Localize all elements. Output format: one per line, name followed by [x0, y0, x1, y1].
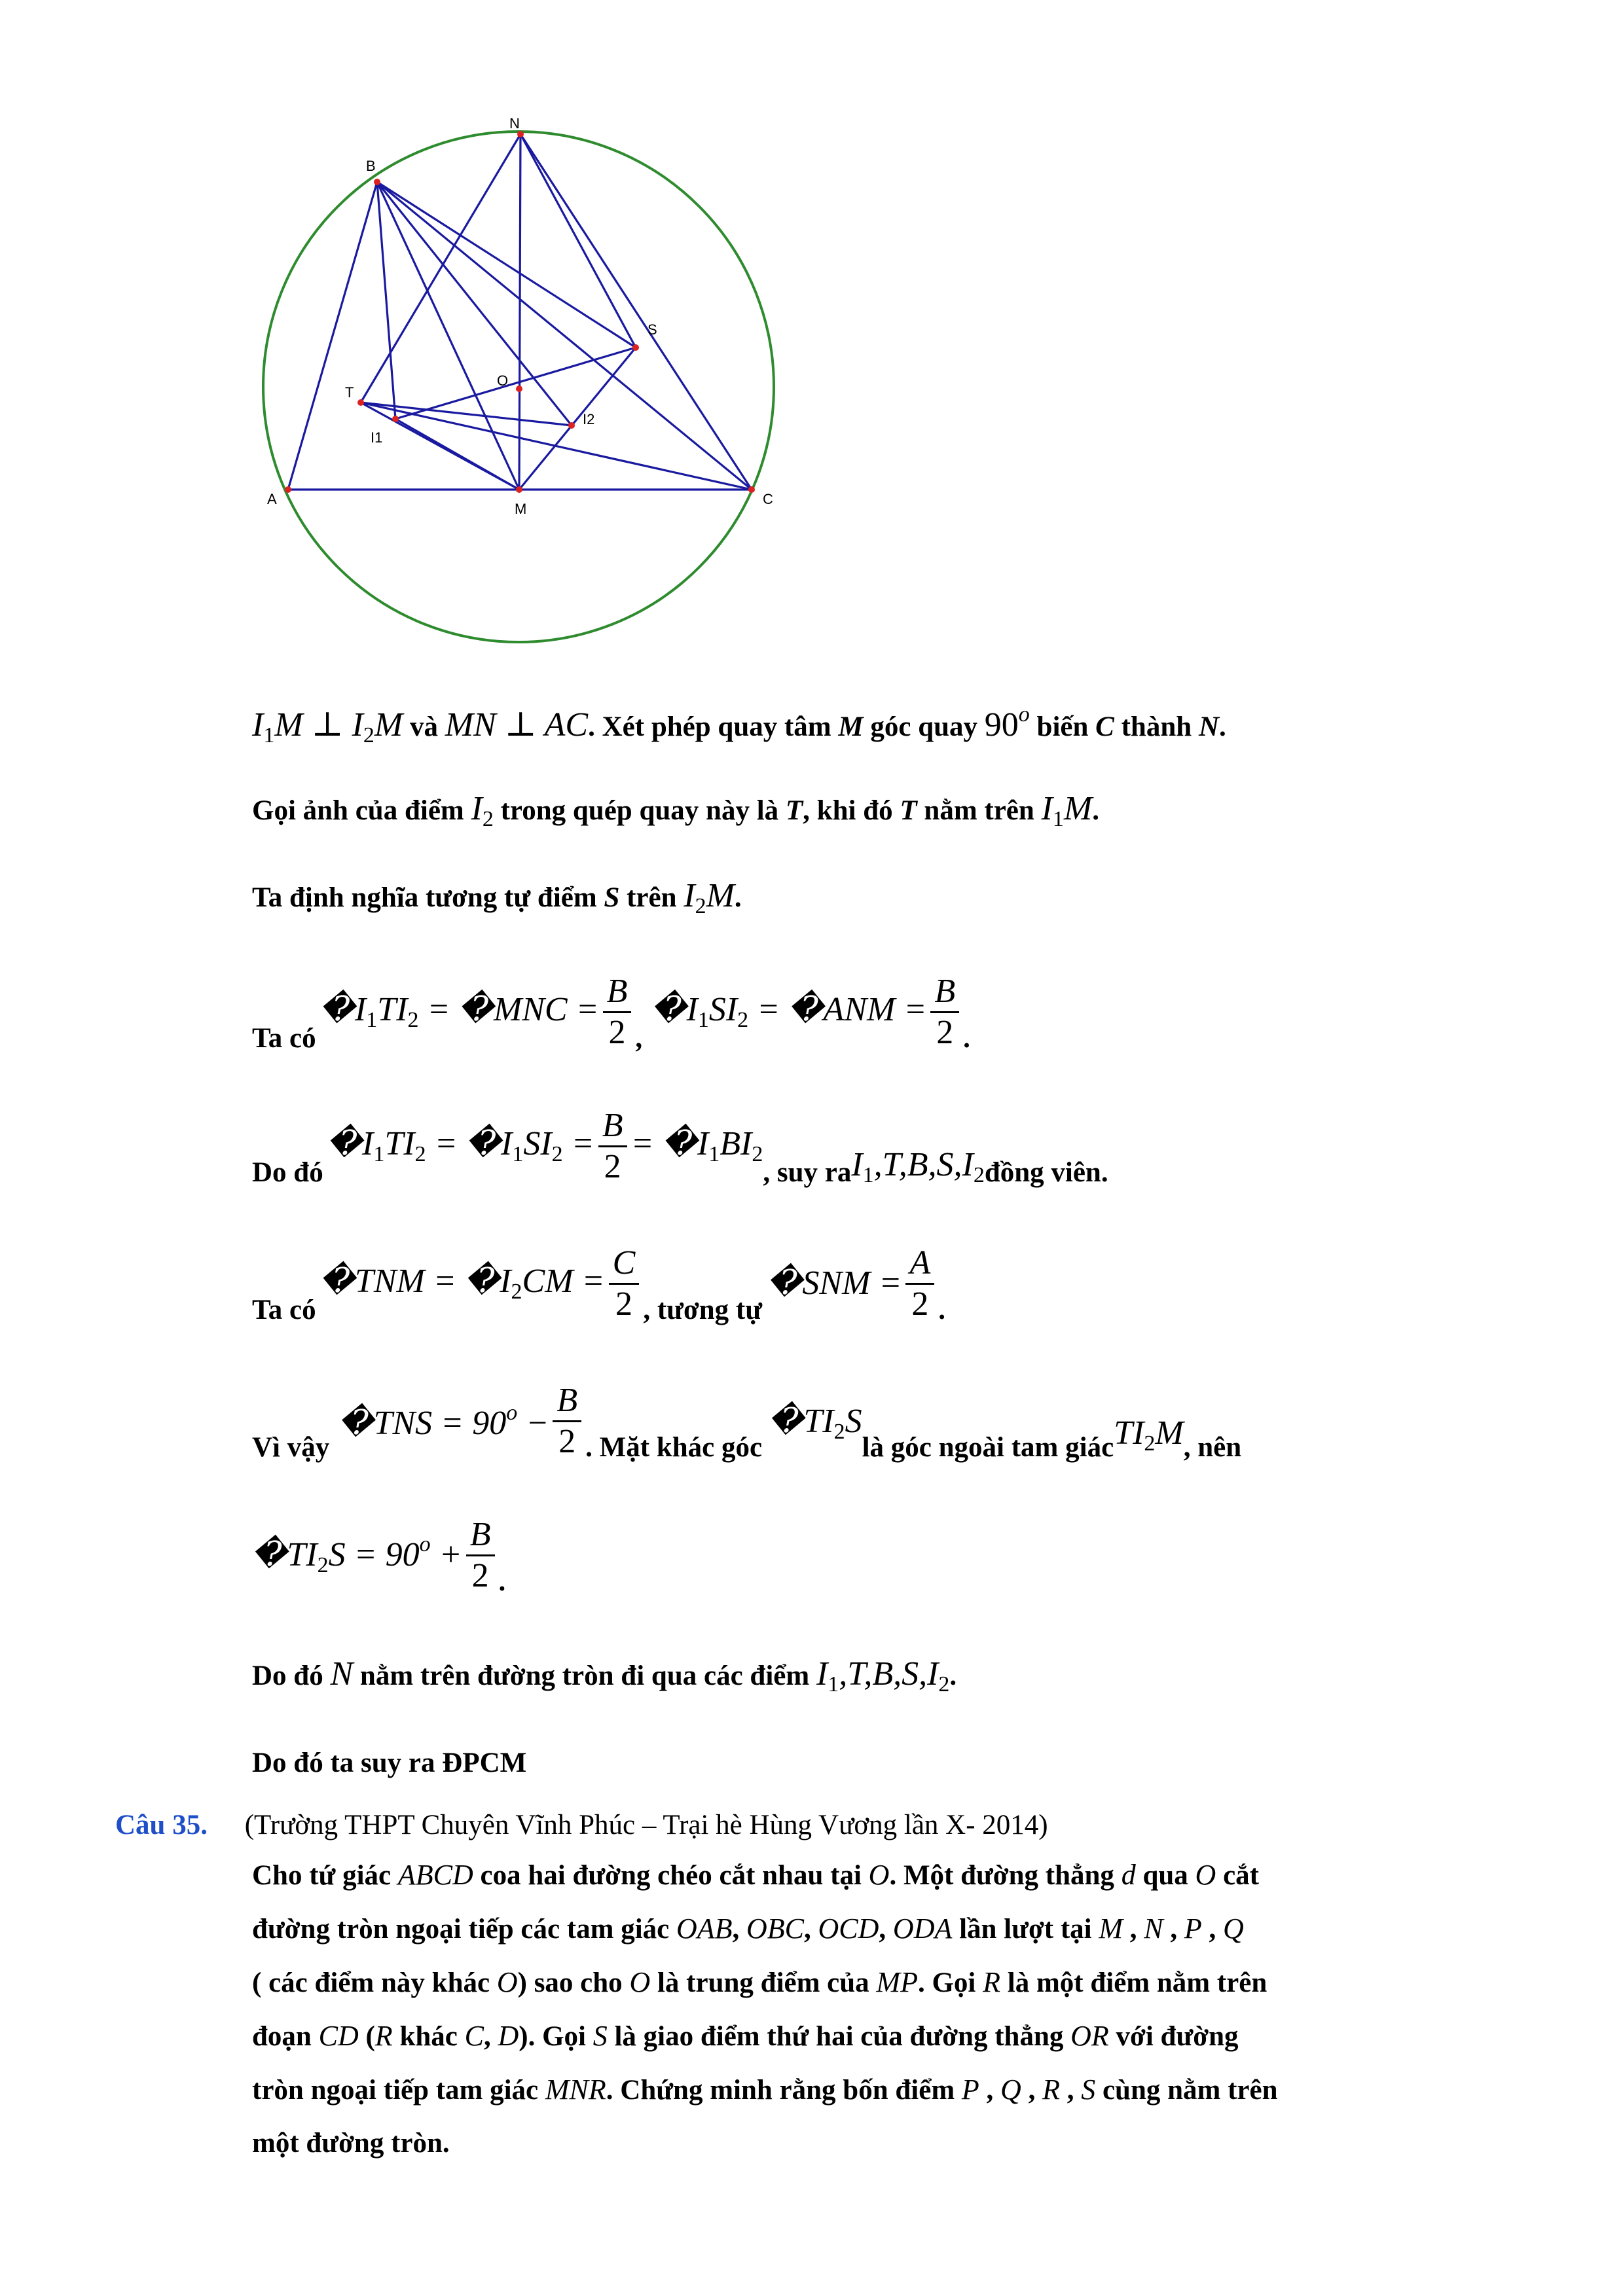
- label-C: C: [763, 491, 773, 507]
- segment-N-M: [519, 134, 520, 490]
- fraction: $\frac{A}{2}$: [905, 1244, 934, 1324]
- math-expr: MN ⊥ AC: [445, 706, 589, 744]
- label-M: M: [515, 501, 527, 517]
- proof-line-8: $�TI_2S = 90^o$ + $\frac{B}{2}$ .: [252, 1516, 506, 1597]
- proof-line-2: Gọi ảnh của điểm $I_2$ trong quép quay này là T, khi đó T nằm trên $I_1M$.: [252, 790, 1099, 831]
- proof-line-3: Ta định nghĩa tương tự điểm S trên $I_2M$.: [252, 877, 742, 918]
- proof-line-1: $I_1M$ ⊥ $I_2M$ và MN ⊥ AC. Xét phép quay tâm M góc quay 90$^o$ biến C thành N.: [252, 702, 1226, 747]
- fraction: $\frac{B}{2}$: [603, 972, 632, 1052]
- question-source: (Trường THPT Chuyên Vĩnh Phúc – Trại hè Hùng Vương lần X- 2014): [244, 1810, 1048, 1840]
- point-I2: [568, 422, 575, 429]
- question-label: Câu 35.: [115, 1810, 208, 1840]
- math-expr: $I_1M$ ⊥ $I_2M$: [252, 706, 403, 747]
- proof-line-6: Ta có �TNM = $�I_2CM$ = $\frac{C}{2}$ , tương tự �SNM = $\frac{A}{2}$ .: [252, 1244, 945, 1325]
- text: và: [403, 711, 445, 742]
- point-M: [516, 486, 522, 493]
- problem-line-6: một đường tròn.: [252, 2128, 450, 2159]
- fraction: $\frac{B}{2}$: [930, 972, 959, 1052]
- segment-M-S: [519, 348, 636, 490]
- label-S: S: [647, 321, 657, 338]
- geometry-figure: [0, 0, 851, 655]
- problem-line-4: đoạn CD (R khác C, D). Gọi S là giao điểm thứ hai của đường thẳng OR với đường: [252, 2020, 1239, 2052]
- label-T: T: [345, 384, 354, 401]
- point-C: [748, 486, 755, 493]
- point-B: [374, 179, 380, 185]
- fraction: $\frac{B}{2}$: [598, 1106, 627, 1187]
- fraction: $\frac{B}{2}$: [553, 1381, 581, 1462]
- point-T: [357, 399, 364, 406]
- point-I1: [392, 416, 399, 422]
- label-A: A: [267, 491, 277, 507]
- segment-N-S: [520, 134, 636, 348]
- proof-line-9: Do đó N nằm trên đường tròn đi qua các điểm $I_1,T,B,S,I_2$.: [252, 1655, 957, 1696]
- proof-line-4: Ta có $�I_1TI_2$ = �MNC = $\frac{B}{2}$ , $�I_1SI_2$ = �ANM = $\frac{B}{2}$ .: [252, 973, 970, 1054]
- label-B: B: [366, 158, 376, 174]
- fraction: $\frac{C}{2}$: [609, 1244, 640, 1324]
- segment-A-B: [288, 182, 377, 490]
- problem-line-1: Cho tứ giác ABCD coa hai đường chéo cắt nhau tại O. Một đường thẳng d qua O cắt: [252, 1859, 1259, 1891]
- proof-line-5: Do đó $�I_1TI_2$ = $�I_1SI_2$ = $\frac{B}{2}$ = $�I_1BI_2$ , suy ra $I_1,T,B,S,I_2$ đồng viên.: [252, 1107, 1108, 1188]
- segment-N-C: [520, 134, 752, 490]
- label-I2: I2: [583, 411, 595, 427]
- proof-line-7: Vì vậy �TNS = $90^o$ − $\frac{B}{2}$ . Mặt khác góc $�TI_2S$ là góc ngoài tam giác $TI_2M$ , nên: [252, 1382, 1242, 1463]
- point-O: [516, 386, 522, 392]
- point-N: [517, 131, 524, 137]
- problem-line-2: đường tròn ngoại tiếp các tam giác OAB, OBC, OCD, ODA lần lượt tại M , N , P , Q: [252, 1912, 1244, 1945]
- math-expr: 90$^o$: [984, 702, 1030, 744]
- point-S: [632, 344, 639, 351]
- proof-conclusion: Do đó ta suy ra ĐPCM: [252, 1748, 527, 1778]
- segment-B-I2: [377, 182, 572, 425]
- segment-I1-M: [395, 419, 519, 490]
- segment-I1-S: [395, 348, 636, 419]
- label-N: N: [509, 115, 520, 132]
- label-I1: I1: [371, 429, 383, 446]
- question-header: [115, 1811, 1048, 1839]
- problem-line-3: ( các điểm này khác O) sao cho O là trung điểm của MP. Gọi R là một điểm nằm trên: [252, 1966, 1267, 1998]
- problem-line-5: tròn ngoại tiếp tam giác MNR. Chứng minh rằng bốn điểm P , Q , R , S cùng nằm trên: [252, 2073, 1278, 2106]
- point-A: [285, 486, 291, 493]
- segment-T-I2: [361, 403, 572, 425]
- fraction: $\frac{B}{2}$: [466, 1515, 495, 1596]
- label-O: O: [497, 372, 509, 389]
